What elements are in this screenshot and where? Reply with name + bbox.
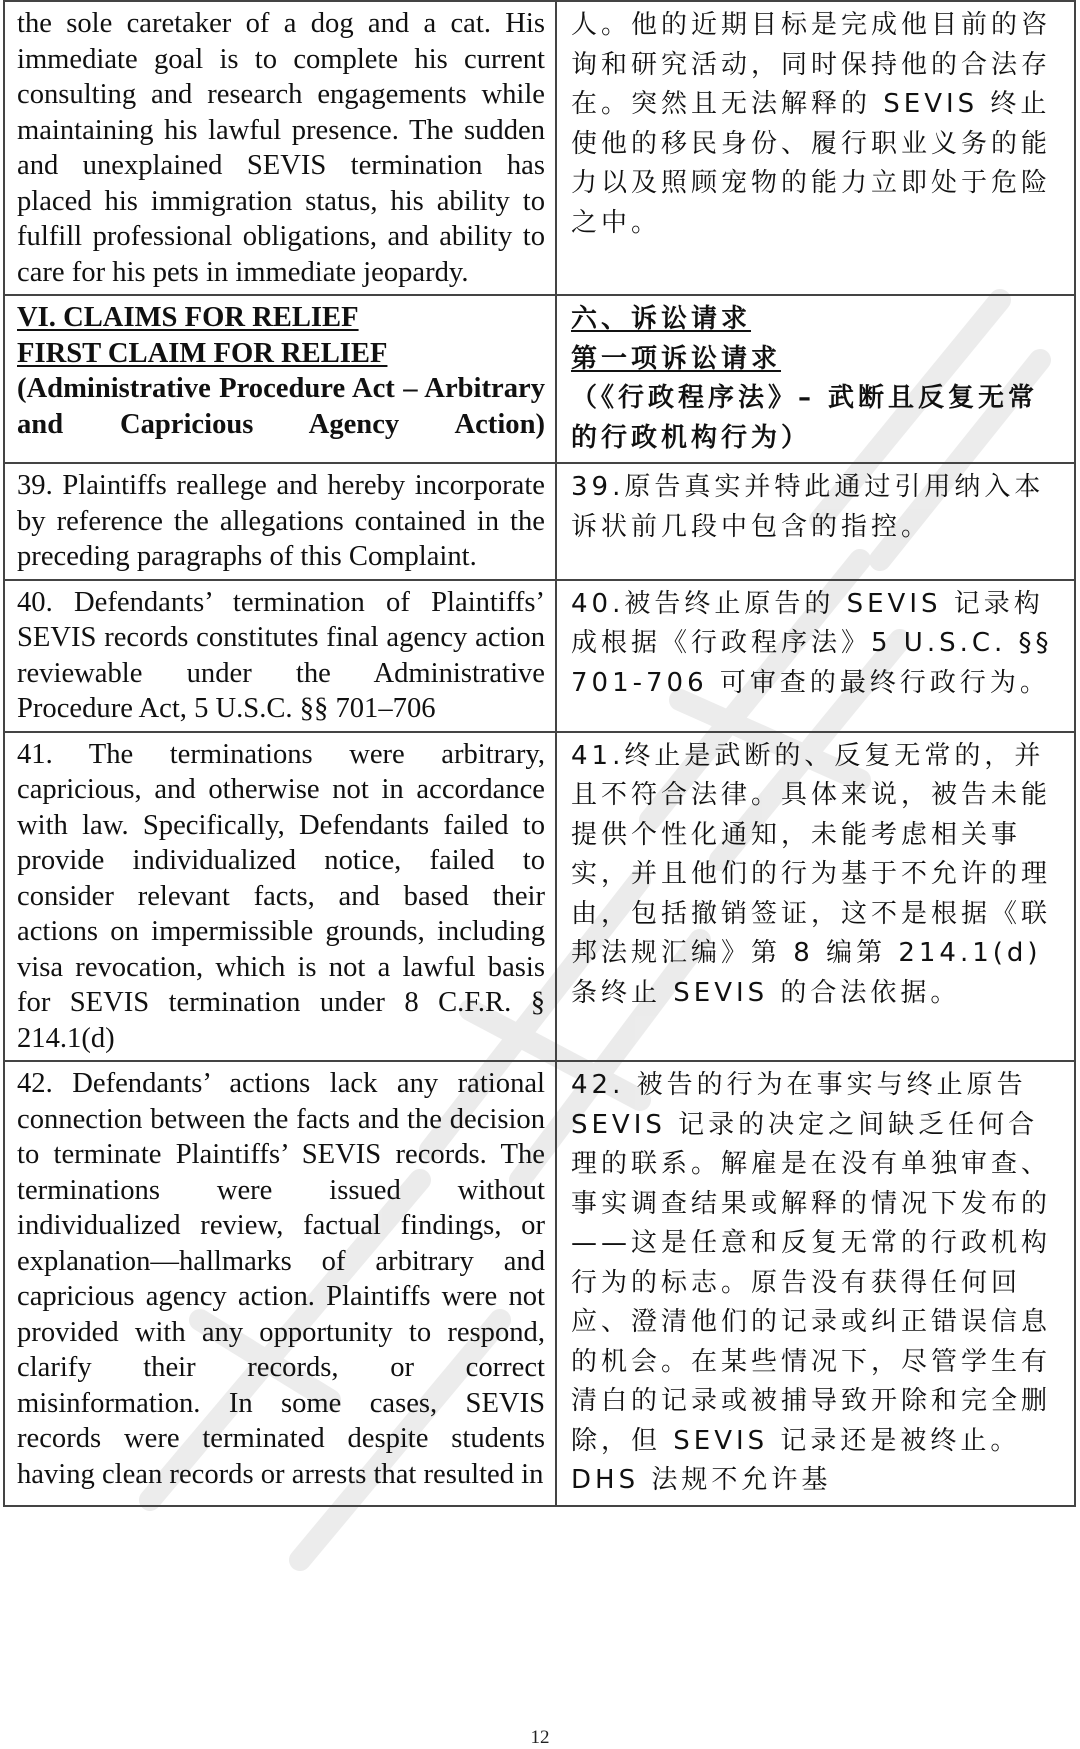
section-heading-zh: 六、诉讼请求	[571, 304, 752, 334]
chinese-cell: 42. 被告的行为在事实与终止原告 SEVIS 记录的决定之间缺乏任何合理的联系。解雇是在没有单独审查、事实调查结果或解释的情况下发布的——这是任意和反复无常的行政机构行为的标志。原告没有获得任何回应、澄清他们的记录或纠正错误信息的机会。在某些情况下，尽管学生有清白的记录或被捕导致开除和完全删除，但 SEVIS 记录还是被终止。DHS 法规不允许基	[556, 1061, 1075, 1506]
english-heading-cell	[4, 295, 556, 463]
table-row	[4, 732, 1075, 1062]
chinese-cell: 40.被告终止原告的 SEVIS 记录构成根据《行政程序法》5 U.S.C. §§ 701-706 可审查的最终行政行为。	[556, 580, 1075, 732]
chinese-cell: 人。他的近期目标是完成他目前的咨询和研究活动，同时保持他的合法存在。突然且无法解释的 SEVIS 终止使他的移民身份、履行职业义务的能力以及照顾宠物的能力立即处于危险之中。	[556, 1, 1075, 295]
claim-subheading-zh: （《行政程序法》– 武断且反复无常的行政机构行为）	[571, 383, 1039, 453]
claim-subheading: (Administrative Procedure Act – Arbitrary and Capricious Agency Action)	[17, 373, 545, 440]
table-row	[4, 1, 1075, 295]
english-cell: 40. Defendants’ termination of Plaintiffs’ SEVIS records constitutes final agency action reviewable under the Administrative Procedure Act, 5 U.S.C. §§ 701–706	[4, 580, 556, 732]
english-cell: the sole caretaker of a dog and a cat. His immediate goal is to complete his current consulting and research engagements while maintaining his lawful presence. The sudden and unexplained SEVIS termination has placed his immigration status, his ability to fulfill professional obligations, and ability to care for his pets in immediate jeopardy.	[4, 1, 556, 295]
english-cell: 39. Plaintiffs reallege and hereby incorporate by reference the allegations contained in the preceding paragraphs of this Complaint.	[4, 463, 556, 580]
table-row-heading	[4, 295, 1075, 463]
english-cell: 41. The terminations were arbitrary, capricious, and otherwise not in accordance with law. Specifically, Defendants failed to provide individualized notice, failed to consider relevant facts, and based their actions on impermissible grounds, including visa revocation, which is not a lawful basis for SEVIS termination under 8 C.F.R. § 214.1(d)	[4, 732, 556, 1062]
table-row	[4, 1061, 1075, 1506]
table-row	[4, 580, 1075, 732]
claim-heading: FIRST CLAIM FOR RELIEF	[17, 337, 388, 369]
chinese-heading-cell	[556, 295, 1075, 463]
section-heading: VI. CLAIMS FOR RELIEF	[17, 302, 359, 333]
chinese-cell: 41.终止是武断的、反复无常的，并且不符合法律。具体来说，被告未能提供个性化通知，未能考虑相关事实，并且他们的行为基于不允许的理由，包括撤销签证，这不是根据《联邦法规汇编》第 8 编第 214.1(d)条终止 SEVIS 的合法依据。	[556, 732, 1075, 1062]
bilingual-translation-table	[3, 0, 1076, 1507]
claim-heading-zh: 第一项诉讼请求	[571, 343, 782, 374]
chinese-cell: 39.原告真实并特此通过引用纳入本诉状前几段中包含的指控。	[556, 463, 1075, 580]
table-row	[4, 463, 1075, 580]
english-cell: 42. Defendants’ actions lack any rational connection between the facts and the decision to terminate Plaintiffs’ SEVIS records. The terminations were issued without individualized review, factual findings, or explanation—hallmarks of arbitrary and capricious agency action. Plaintiffs were not provided with any opportunity to respond, clarify their records, or correct misinformation. In some cases, SEVIS records were terminated despite students having clean records or arrests that resulted in	[4, 1061, 556, 1506]
page-number: 12	[530, 1727, 550, 1748]
